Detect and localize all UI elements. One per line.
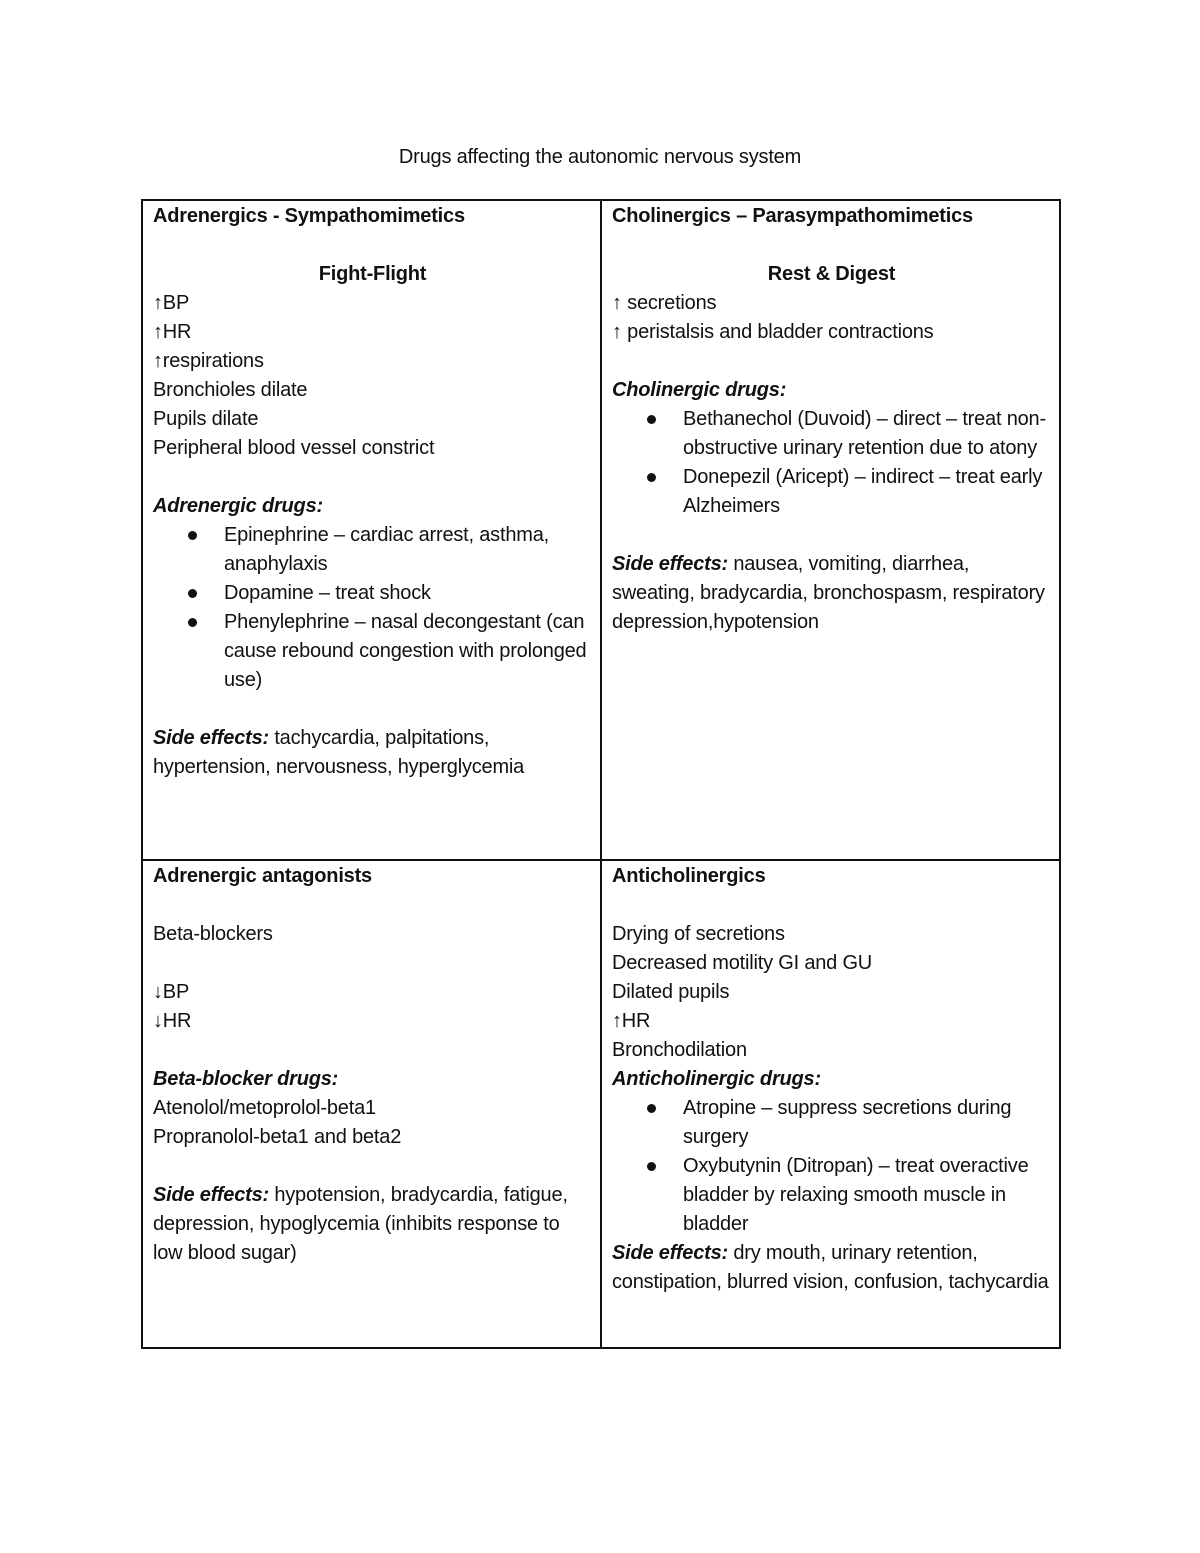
effect-item: Bronchodilation xyxy=(612,1039,747,1061)
bullet-icon xyxy=(647,473,656,482)
cholinergics-side-effects xyxy=(612,550,1051,637)
effect-item: Pupils dilate xyxy=(153,408,259,430)
bullet-icon xyxy=(188,618,197,627)
anticholinergics-drug-list xyxy=(612,1094,1051,1239)
bullet-icon xyxy=(188,589,197,598)
beta-blocker-drugs-label: Beta-blocker drugs: xyxy=(153,1068,339,1090)
adrenergic-antagonists-heading: Adrenergic antagonists xyxy=(153,865,372,887)
adrenergics-side-effects xyxy=(153,724,592,782)
anticholinergic-drugs-label: Anticholinergic drugs: xyxy=(612,1068,821,1090)
drug-item: Propranolol-beta1 and beta2 xyxy=(153,1126,402,1148)
effect-item: ↑BP xyxy=(153,292,190,314)
effect-item: ↑HR xyxy=(612,1010,651,1032)
side-effects-label: Side effects: xyxy=(153,1184,269,1206)
side-effects-text: dry mouth, urinary retention, constipation, blurred vision, confusion, tachycardia xyxy=(612,1242,1049,1293)
adrenergic-antagonists-subheading: Beta-blockers xyxy=(153,923,273,945)
list-item: Donepezil (Aricept) – indirect – treat early Alzheimers xyxy=(612,463,1051,521)
drug-classes-table xyxy=(141,199,1061,1349)
side-effects-label: Side effects: xyxy=(612,1242,728,1264)
side-effects-text: nausea, vomiting, diarrhea, sweating, bradycardia, bronchospasm, respiratory depression,hypotension xyxy=(612,553,1045,633)
effect-item: ↑ peristalsis and bladder contractions xyxy=(612,321,934,343)
anticholinergics-heading: Anticholinergics xyxy=(612,865,766,887)
drug-item: Atenolol/metoprolol-beta1 xyxy=(153,1097,376,1119)
bullet-icon xyxy=(188,531,197,540)
effect-item: ↓HR xyxy=(153,1010,192,1032)
list-item: Phenylephrine – nasal decongestant (can cause rebound congestion with prolonged use) xyxy=(153,608,592,695)
effect-item: Drying of secretions xyxy=(612,923,785,945)
anticholinergics-side-effects xyxy=(612,1239,1051,1297)
effect-item: Decreased motility GI and GU xyxy=(612,952,873,974)
cholinergics-drugs-label: Cholinergic drugs: xyxy=(612,379,787,401)
cholinergics-subheading: Rest & Digest xyxy=(767,263,896,285)
adrenergic-antagonists-side-effects xyxy=(153,1181,592,1268)
list-item: Atropine – suppress secretions during surgery xyxy=(612,1094,1051,1152)
effect-item: Dilated pupils xyxy=(612,981,730,1003)
adrenergics-heading: Adrenergics - Sympathomimetics xyxy=(153,205,465,227)
side-effects-label: Side effects: xyxy=(153,727,269,749)
side-effects-text: hypotension, bradycardia, fatigue, depression, hypoglycemia (inhibits response to low blood sugar) xyxy=(153,1184,568,1264)
cholinergics-heading: Cholinergics – Parasympathomimetics xyxy=(612,205,973,227)
bullet-icon xyxy=(647,1104,656,1113)
effect-item: ↑respirations xyxy=(153,350,264,372)
side-effects-text: tachycardia, palpitations, hypertension, nervousness, hyperglycemia xyxy=(153,727,525,778)
table-row xyxy=(142,200,1060,860)
adrenergics-cell xyxy=(142,200,601,860)
cholinergics-drug-list xyxy=(612,405,1051,521)
document-title: Drugs affecting the autonomic nervous system xyxy=(398,146,802,168)
effect-item: ↑ secretions xyxy=(612,292,717,314)
list-item: Oxybutynin (Ditropan) – treat overactive bladder by relaxing smooth muscle in bladder xyxy=(612,1152,1051,1239)
adrenergics-drug-list xyxy=(153,521,592,695)
effect-item: ↓BP xyxy=(153,981,190,1003)
anticholinergics-cell xyxy=(601,860,1060,1348)
adrenergics-subheading: Fight-Flight xyxy=(318,263,427,285)
effect-item: Peripheral blood vessel constrict xyxy=(153,437,435,459)
list-item: Dopamine – treat shock xyxy=(153,579,592,608)
adrenergic-antagonists-cell xyxy=(142,860,601,1348)
list-item: Epinephrine – cardiac arrest, asthma, anaphylaxis xyxy=(153,521,592,579)
adrenergics-drugs-label: Adrenergic drugs: xyxy=(153,495,323,517)
cholinergics-cell xyxy=(601,200,1060,860)
side-effects-label: Side effects: xyxy=(612,553,728,575)
list-item: Bethanechol (Duvoid) – direct – treat non-obstructive urinary retention due to atony xyxy=(612,405,1051,463)
table-row xyxy=(142,860,1060,1348)
effect-item: ↑HR xyxy=(153,321,192,343)
effect-item: Bronchioles dilate xyxy=(153,379,308,401)
bullet-icon xyxy=(647,415,656,424)
bullet-icon xyxy=(647,1162,656,1171)
